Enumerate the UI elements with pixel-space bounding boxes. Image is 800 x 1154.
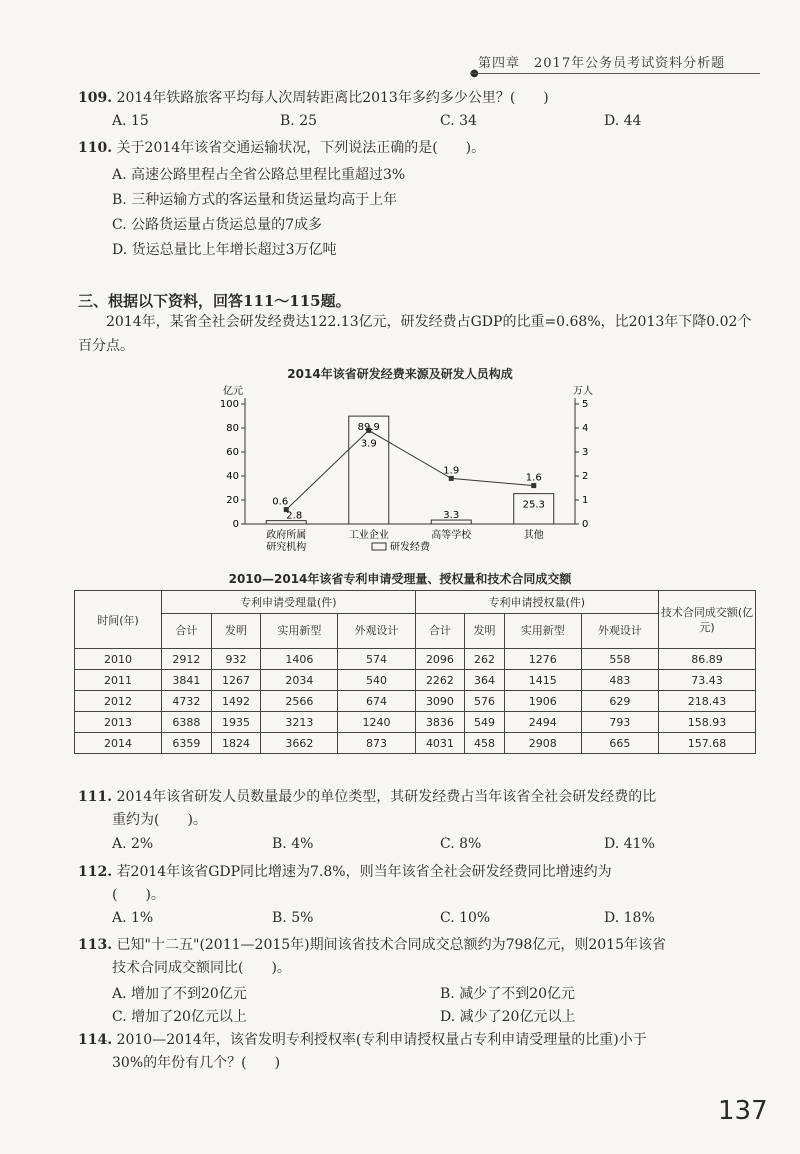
header-apply-utility: 实用新型: [261, 614, 338, 649]
question-text: 若2014年该省GDP同比增速为7.8%，则当年该省全社会研发经费同比增速约为: [116, 864, 612, 880]
category-label: 高等学校: [431, 530, 472, 541]
y-tick-label-left: 60: [226, 447, 239, 458]
people-value-label: 3.9: [360, 438, 377, 450]
option-d: D. 18%: [604, 910, 655, 926]
table-cell: 3836: [415, 712, 465, 733]
category-label: 研究机构: [266, 542, 307, 553]
question-number: 114.: [78, 1032, 113, 1048]
section-title: 三、根据以下资料，回答111～115题。: [78, 292, 351, 310]
category-label: 工业企业: [348, 530, 389, 541]
year-cell: 2011: [75, 670, 162, 691]
table-cell: 3662: [261, 733, 338, 754]
category-label: 政府所属: [266, 530, 307, 541]
table-cell: 932: [211, 649, 261, 670]
table-cell: 3090: [415, 691, 465, 712]
question-number: 111.: [78, 789, 113, 805]
table-cell: 2494: [504, 712, 581, 733]
table-cell: 549: [465, 712, 504, 733]
bar-value-label: 3.3: [443, 510, 460, 522]
table-cell: 2912: [162, 649, 212, 670]
y-tick-label-left: 100: [219, 399, 239, 410]
question-number: 110.: [78, 140, 113, 156]
bar-value-label: 25.3: [522, 499, 545, 511]
header-grant-invention: 发明: [465, 614, 504, 649]
table-cell: 558: [581, 649, 658, 670]
header-apply-invention: 发明: [211, 614, 261, 649]
table-cell: 364: [465, 670, 504, 691]
header-grant-design: 外观设计: [581, 614, 658, 649]
header-grant-utility: 实用新型: [504, 614, 581, 649]
header-contract: 技术合同成交额(亿元): [659, 591, 756, 649]
table-cell: 1935: [211, 712, 261, 733]
rd-chart: [200, 383, 620, 568]
y-tick-label-right: 0: [582, 519, 589, 530]
question-text-cont: 重约为( )。: [112, 812, 207, 828]
question-number: 109.: [78, 90, 113, 106]
y-axis-left-label: 亿元: [223, 386, 243, 397]
option-a: A. 1%: [112, 910, 154, 926]
option-d: D. 41%: [604, 836, 655, 852]
table-cell: 158.93: [659, 712, 756, 733]
y-tick-label-left: 20: [226, 495, 239, 506]
header-time: 时间(年): [75, 591, 162, 649]
table-row: [75, 670, 756, 691]
option-c: C. 10%: [440, 910, 491, 926]
chart-title: 2014年该省研发经费来源及研发人员构成: [287, 367, 513, 381]
question-text: 关于2014年该省交通运输状况，下列说法正确的是( )。: [116, 140, 486, 156]
table-cell: 674: [338, 691, 415, 712]
table-cell: 574: [338, 649, 415, 670]
option-c: C. 公路货运量占货运总量的7成多: [112, 217, 323, 233]
year-cell: 2014: [75, 733, 162, 754]
year-cell: 2013: [75, 712, 162, 733]
question-text: 2010—2014年，该省发明专利授权率(专利申请授权量占专利申请受理量的比重)小于: [116, 1032, 647, 1048]
legend-swatch: [372, 543, 386, 550]
question-number: 112.: [78, 864, 113, 880]
chapter-title: 第四章 2017年公务员考试资料分析题: [478, 56, 726, 71]
option-d: D. 44: [604, 113, 642, 129]
table-cell: 873: [338, 733, 415, 754]
header-rule: [470, 73, 760, 74]
table-cell: 218.43: [659, 691, 756, 712]
page-number: 137: [718, 1096, 768, 1126]
table-title: 2010—2014年该省专利申请受理量、授权量和技术合同成交额: [228, 572, 572, 586]
y-tick-label-left: 0: [232, 519, 239, 530]
table-cell: 458: [465, 733, 504, 754]
table-cell: 2566: [261, 691, 338, 712]
question-text: 已知"十二五"(2011—2015年)期间该省技术合同成交总额约为798亿元，则2015年该省: [116, 937, 666, 953]
y-axis-right-label: 万人: [573, 386, 593, 397]
table-cell: 2034: [261, 670, 338, 691]
table-cell: 540: [338, 670, 415, 691]
people-point: [531, 483, 536, 488]
table-cell: 1415: [504, 670, 581, 691]
y-tick-label-right: 1: [582, 495, 589, 506]
question-text: 2014年该省研发人员数量最少的单位类型，其研发经费占当年该省全社会研发经费的比: [116, 789, 657, 805]
section-intro: 2014年，某省全社会研发经费达122.13亿元，研发经费占GDP的比重=0.68%，比2013年下降0.02个百分点。: [78, 314, 752, 354]
table-cell: 86.89: [659, 649, 756, 670]
y-tick-label-right: 5: [582, 399, 589, 410]
table-cell: 1267: [211, 670, 261, 691]
table-cell: 1492: [211, 691, 261, 712]
option-c: C. 8%: [440, 836, 482, 852]
year-cell: 2010: [75, 649, 162, 670]
option-a: A. 增加了不到20亿元: [112, 986, 247, 1002]
legend-label: 研发经费: [390, 542, 430, 553]
option-b: B. 5%: [272, 910, 314, 926]
question-text-cont: 30%的年份有几个？( ): [112, 1055, 281, 1071]
table-cell: 2096: [415, 649, 465, 670]
bar-value-label: 89.9: [357, 422, 380, 434]
people-point: [449, 476, 454, 481]
patent-table: [74, 590, 756, 754]
table-cell: 629: [581, 691, 658, 712]
header-apply-group: 专利申请受理量(件): [162, 591, 416, 614]
question-text: 2014年铁路旅客平均每人次周转距离比2013年多约多少公里？( ): [116, 90, 549, 106]
header-apply-design: 外观设计: [338, 614, 415, 649]
table-row: [75, 649, 756, 670]
option-b: B. 三种运输方式的客运量和货运量均高于上年: [112, 192, 398, 208]
table-cell: 6388: [162, 712, 212, 733]
table-cell: 665: [581, 733, 658, 754]
bar-value-label: 2.8: [286, 510, 303, 522]
table-cell: 4732: [162, 691, 212, 712]
table-cell: 1824: [211, 733, 261, 754]
table-cell: 4031: [415, 733, 465, 754]
table-cell: 2262: [415, 670, 465, 691]
option-b: B. 4%: [272, 836, 314, 852]
table-row: [75, 712, 756, 733]
y-tick-label-right: 2: [582, 471, 589, 482]
table-cell: 1240: [338, 712, 415, 733]
table-row: [75, 733, 756, 754]
table-cell: 3841: [162, 670, 212, 691]
option-a: A. 2%: [112, 836, 154, 852]
table-cell: 1906: [504, 691, 581, 712]
option-c: C. 34: [440, 113, 477, 129]
table-cell: 576: [465, 691, 504, 712]
option-b: B. 25: [280, 113, 318, 129]
y-tick-label-left: 40: [226, 471, 239, 482]
y-tick-label-right: 3: [582, 447, 589, 458]
question-text-cont: ( )。: [112, 887, 165, 903]
table-cell: 1276: [504, 649, 581, 670]
question-number: 113.: [78, 937, 113, 953]
people-value-label: 1.9: [443, 465, 460, 477]
y-tick-label-right: 4: [582, 423, 589, 434]
header-apply-total: 合计: [162, 614, 212, 649]
table-cell: 6359: [162, 733, 212, 754]
option-b: B. 减少了不到20亿元: [440, 986, 576, 1002]
table-row: [75, 691, 756, 712]
y-tick-label-left: 80: [226, 423, 239, 434]
table-cell: 73.43: [659, 670, 756, 691]
category-label: 其他: [523, 530, 544, 541]
people-line: [286, 430, 534, 509]
table-cell: 3213: [261, 712, 338, 733]
table-cell: 262: [465, 649, 504, 670]
table-cell: 2908: [504, 733, 581, 754]
option-a: A. 高速公路里程占全省公路总里程比重超过3%: [112, 167, 406, 183]
question-text-cont: 技术合同成交额同比( )。: [112, 960, 291, 976]
option-d: D. 减少了20亿元以上: [440, 1009, 576, 1025]
year-cell: 2012: [75, 691, 162, 712]
option-a: A. 15: [112, 113, 149, 129]
table-cell: 483: [581, 670, 658, 691]
table-cell: 793: [581, 712, 658, 733]
option-d: D. 货运总量比上年增长超过3万亿吨: [112, 242, 337, 258]
header-grant-total: 合计: [415, 614, 465, 649]
option-c: C. 增加了20亿元以上: [112, 1009, 247, 1025]
people-value-label: 1.6: [525, 472, 542, 484]
table-cell: 157.68: [659, 733, 756, 754]
table-cell: 1406: [261, 649, 338, 670]
people-value-label: 0.6: [272, 496, 289, 508]
header-grant-group: 专利申请授权量(件): [415, 591, 658, 614]
